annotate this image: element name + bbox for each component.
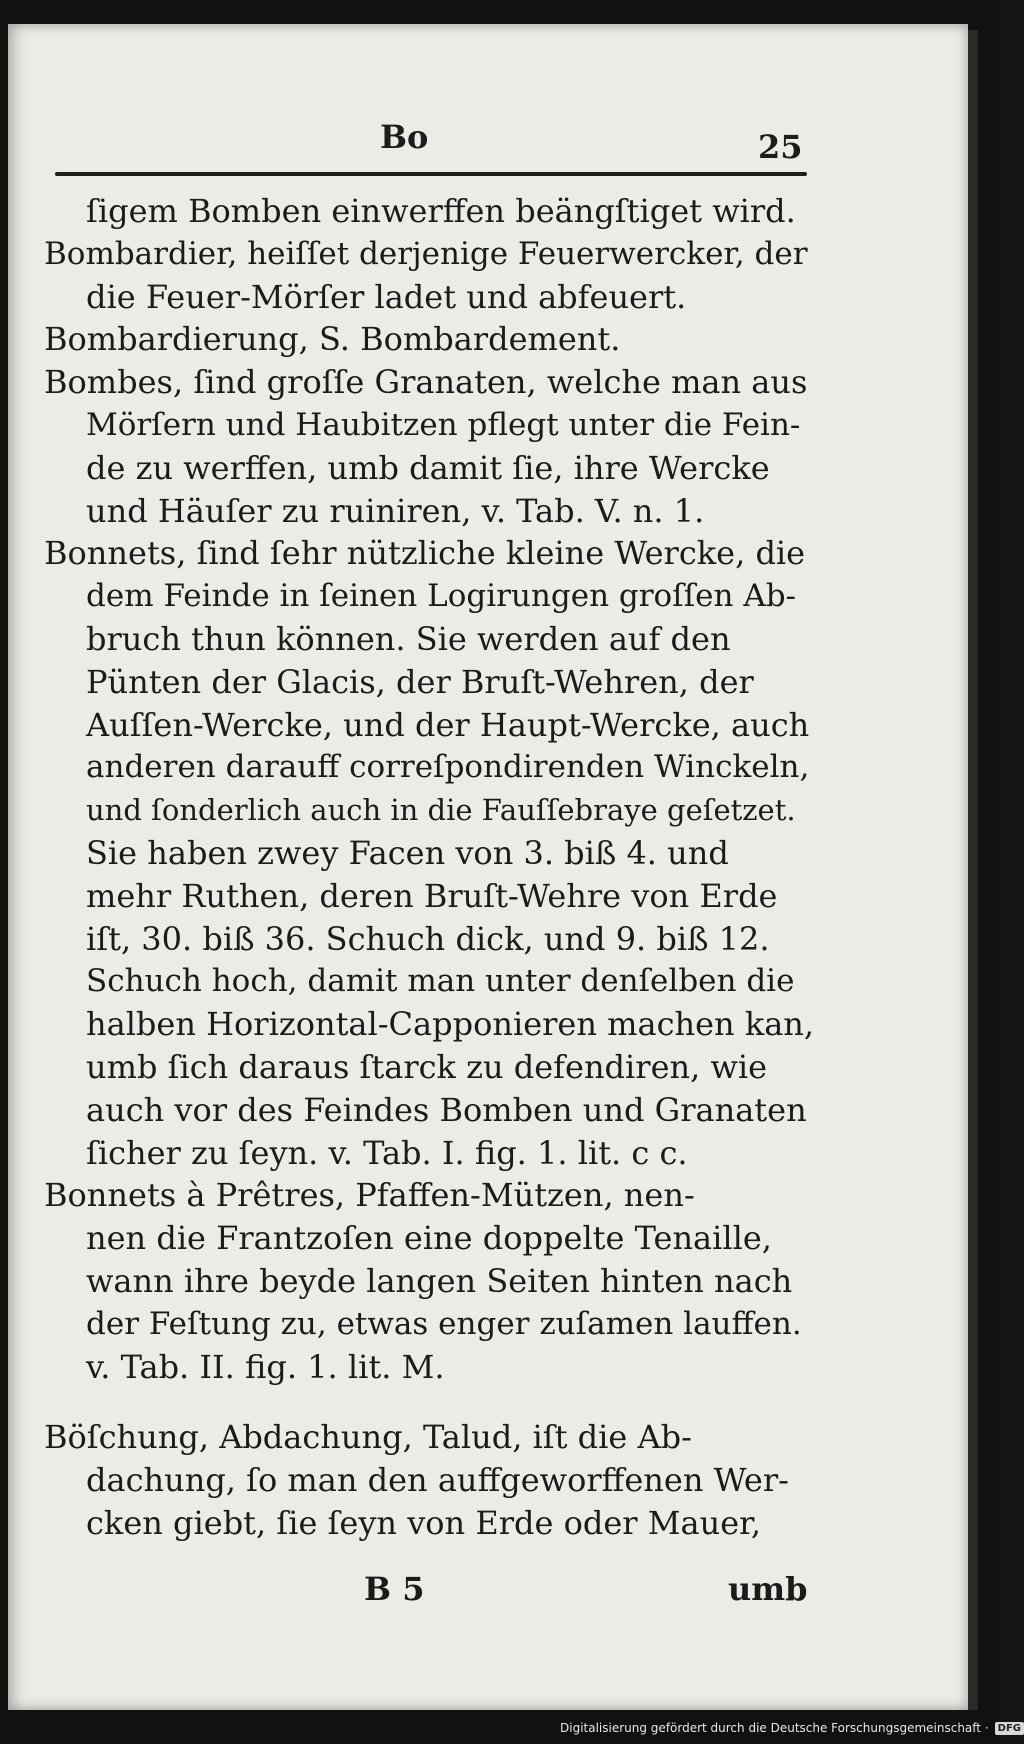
text-line: dem Feinde in ſeinen Logirungen groſſen Ab- xyxy=(86,578,797,615)
text-line: nen die Frantzoſen eine doppelte Tenaille, xyxy=(86,1219,772,1258)
text-line: Sie haben zwey Facen von 3. biß 4. und xyxy=(86,833,729,872)
text-line: umb ſich daraus ſtarck zu defendiren, wie xyxy=(86,1047,768,1086)
dfg-logo-icon: DFG xyxy=(995,1722,1024,1735)
digitization-footer xyxy=(560,1718,1024,1738)
text-line: ſicher zu ſeyn. v. Tab. I. fig. 1. lit. c c. xyxy=(86,1133,688,1172)
text-line: halben Horizontal-Capponieren machen kan, xyxy=(86,1005,815,1044)
text-line: Bonnets à Prêtres, Pfaffen-Mützen, nen- xyxy=(44,1176,695,1215)
page-edge xyxy=(968,30,978,1710)
page-body xyxy=(44,190,814,1545)
text-line: Mörſern und Haubitzen pflegt unter die Fein- xyxy=(86,406,801,443)
text-line: v. Tab. II. fig. 1. lit. M. xyxy=(86,1347,445,1386)
page-number: 25 xyxy=(758,128,803,166)
text-line: mehr Ruthen, deren Bruſt-Wehre von Erde xyxy=(86,876,778,915)
text-line: Bombardier, heiſſet derjenige Feuerwercker, der xyxy=(44,235,808,272)
text-line: der Feſtung zu, etwas enger zuſamen lauffen. xyxy=(86,1305,802,1342)
running-header: Bo xyxy=(380,118,429,156)
footer-text: Digitalisierung gefördert durch die Deutsche Forschungsgemeinschaft · xyxy=(560,1721,989,1735)
paragraph-gap xyxy=(44,1388,814,1416)
text-line: de zu werffen, umb damit ſie, ihre Wercke xyxy=(86,448,770,487)
text-line: cken giebt, ſie ſeyn von Erde oder Mauer, xyxy=(86,1503,762,1542)
text-line: ſigem Bomben einwerffen beängſtiget wird. xyxy=(86,192,796,230)
text-line: Böſchung, Abdachung, Talud, iſt die Ab- xyxy=(44,1418,692,1457)
signature-mark: B 5 xyxy=(364,1570,425,1608)
text-line: auch vor des Feindes Bomben und Granaten xyxy=(86,1090,807,1129)
text-line: Schuch hoch, damit man unter denſelben die xyxy=(86,963,795,1000)
text-line: die Feuer-Mörſer ladet und abfeuert. xyxy=(86,277,687,316)
text-line: Bombardierung, S. Bombardement. xyxy=(44,320,621,359)
text-line: anderen darauff correſpondirenden Winckeln, xyxy=(86,749,810,786)
text-line: wann ihre beyde langen Seiten hinten nach xyxy=(86,1261,793,1300)
text-line: Bombes, ſind groſſe Granaten, welche man aus xyxy=(44,363,808,402)
text-line: und ſonderlich auch in die Fauſſebraye geſetzet. xyxy=(86,793,796,828)
text-line: dachung, ſo man den auffgeworffenen Wer- xyxy=(86,1461,789,1500)
text-line: Auſſen-Wercke, und der Haupt-Wercke, auch xyxy=(86,705,810,744)
text-line: bruch thun können. Sie werden auf den xyxy=(86,619,731,658)
text-line: und Häuſer zu ruiniren, v. Tab. V. n. 1. xyxy=(86,491,705,530)
text-line: iſt, 30. biß 36. Schuch dick, und 9. biß 12. xyxy=(86,919,770,958)
text-line: Bonnets, ſind ſehr nützliche kleine Wercke, die xyxy=(44,534,806,573)
catchword: umb xyxy=(728,1570,808,1608)
header-rule xyxy=(55,172,807,176)
text-line: Pünten der Glacis, der Bruſt-Wehren, der xyxy=(86,662,754,701)
